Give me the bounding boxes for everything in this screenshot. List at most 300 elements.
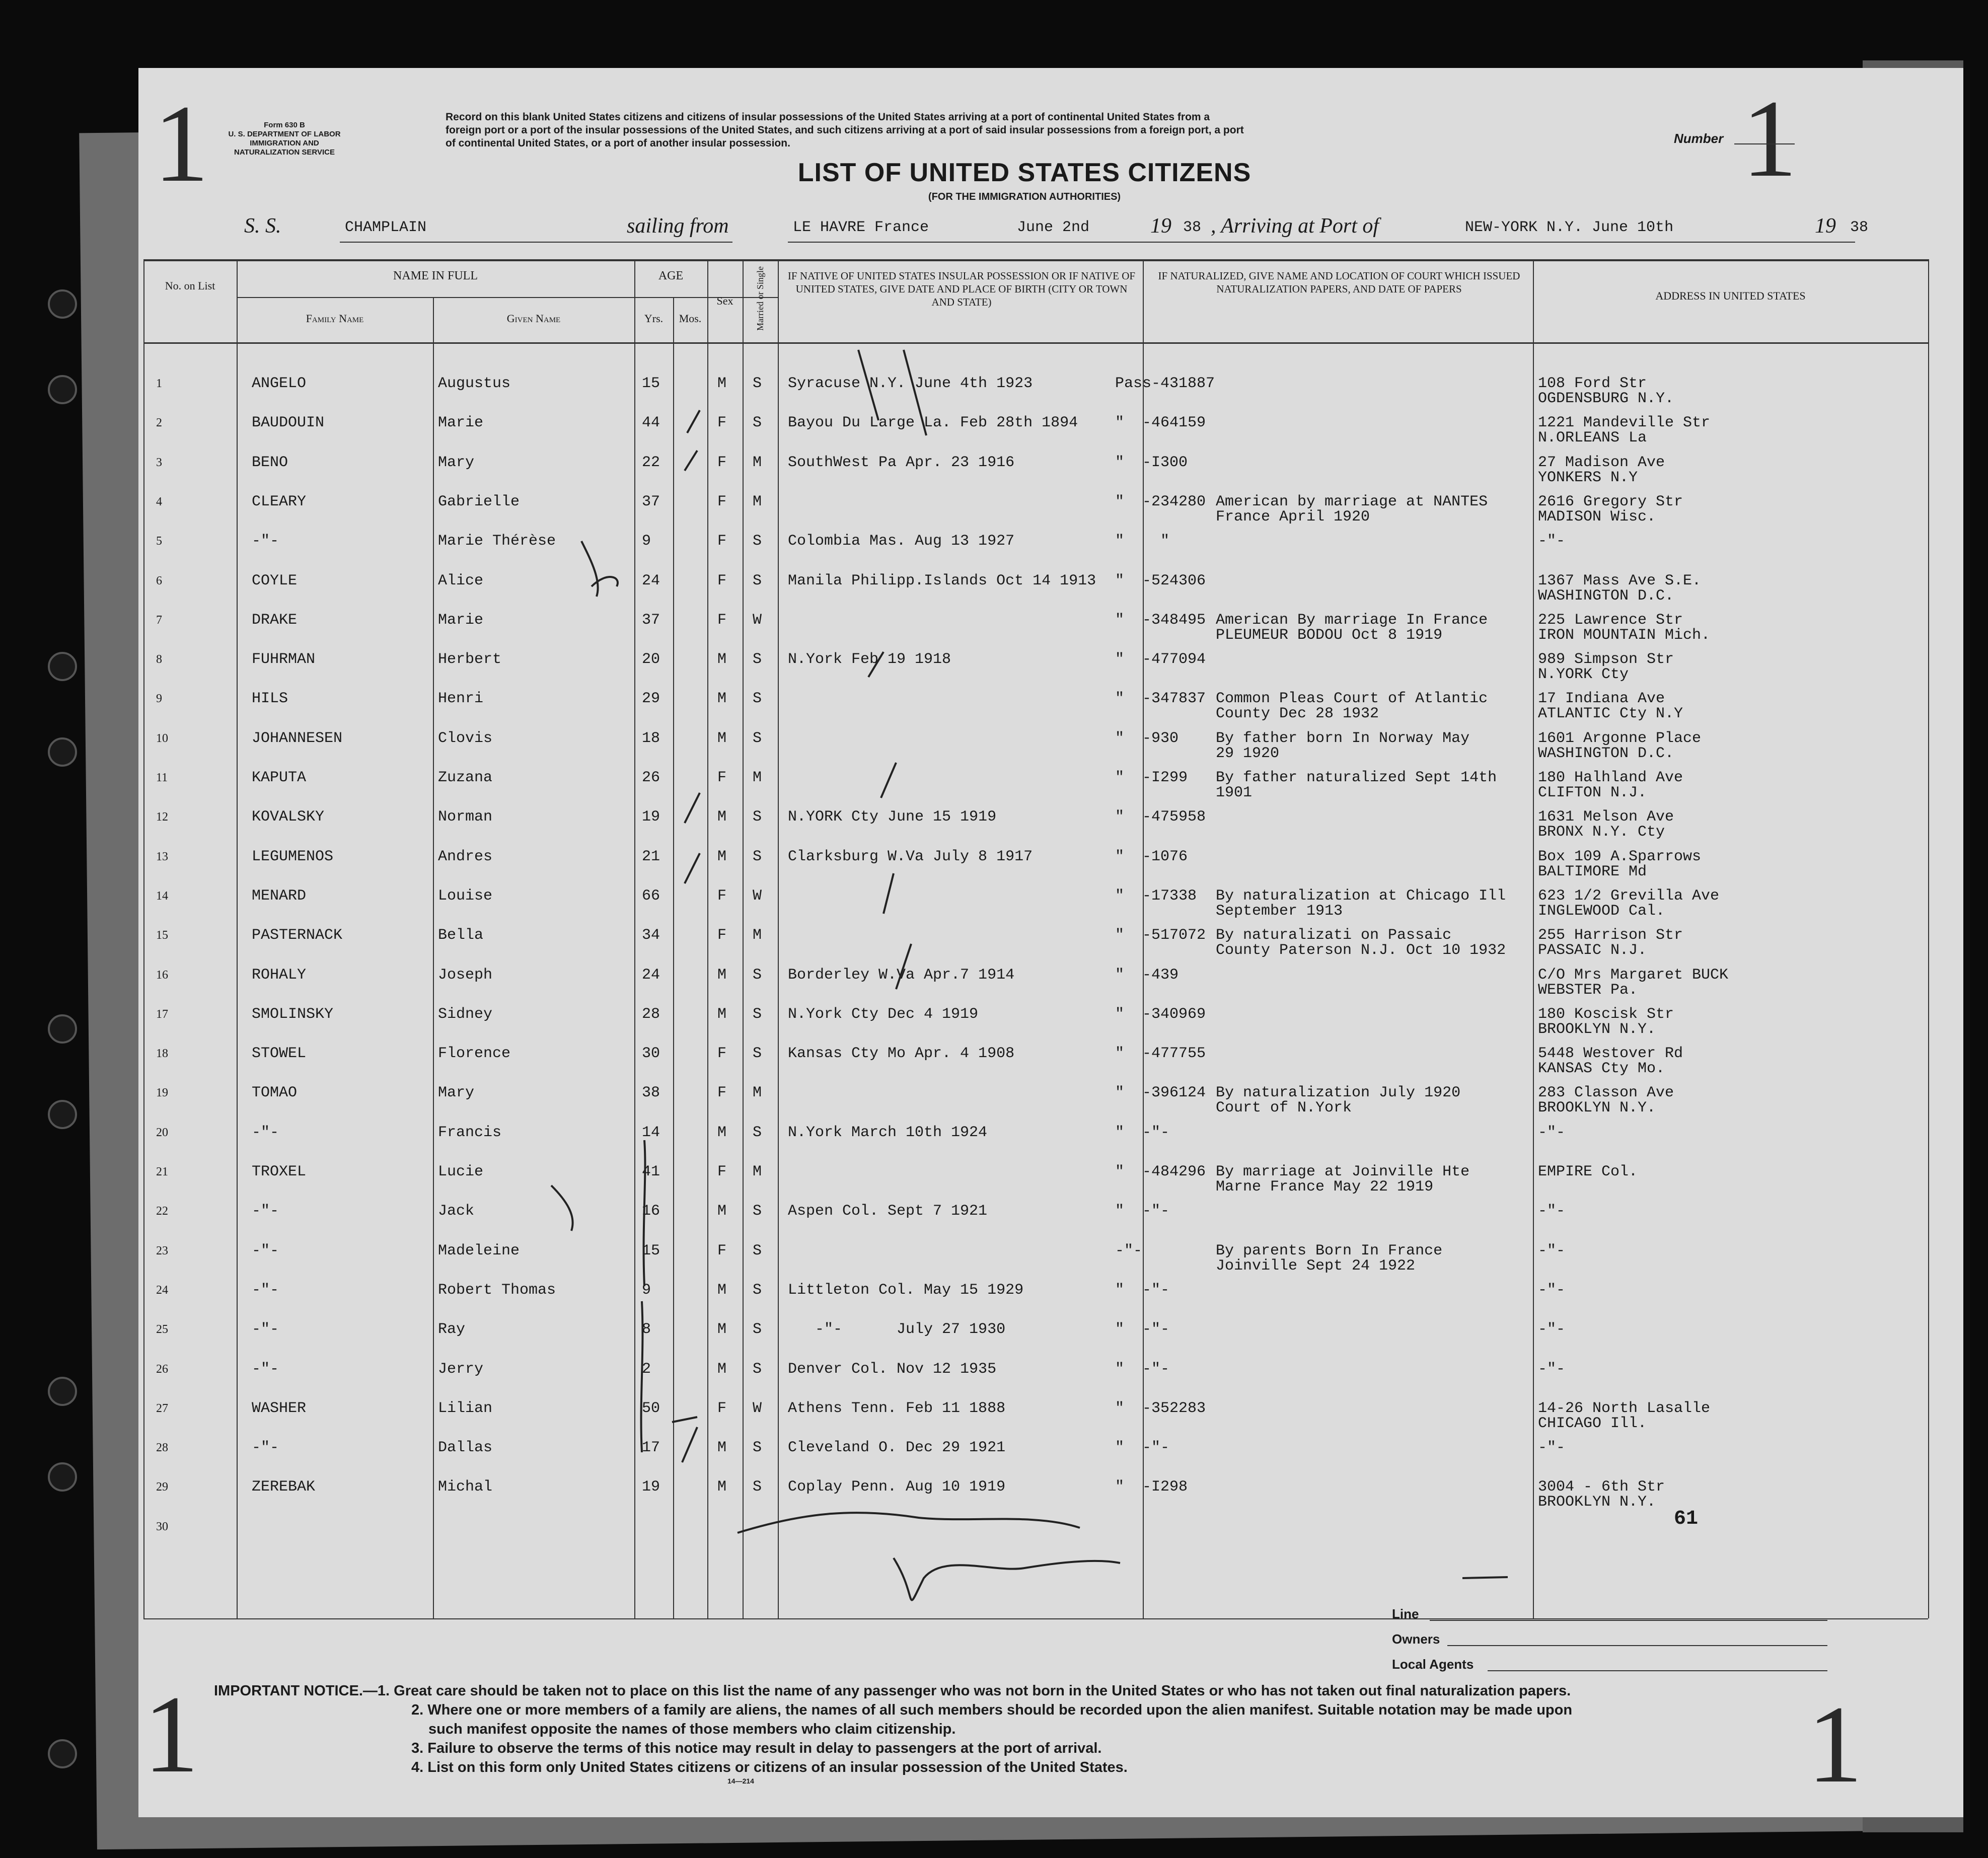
address-line-1: -"- xyxy=(1538,1203,1566,1220)
row-number: 10 xyxy=(156,732,168,745)
departure-port: LE HAVRE France xyxy=(793,219,929,236)
address-line-1: 1367 Mass Ave S.E. xyxy=(1538,572,1702,589)
sex: M xyxy=(717,1478,727,1496)
department: U. S. DEPARTMENT OF LABOR xyxy=(228,130,341,138)
sex: M xyxy=(717,1203,727,1220)
punch-hole xyxy=(48,375,77,404)
family-name: KOVALSKY xyxy=(252,808,325,826)
punch-hole xyxy=(48,737,77,767)
given-name: Jerry xyxy=(438,1361,484,1378)
marital-status: S xyxy=(753,1045,762,1062)
marital-status: S xyxy=(753,651,762,668)
naturalization-line-2: September 1913 xyxy=(1216,903,1343,920)
address-line-2: MADISON Wisc. xyxy=(1538,508,1656,526)
sex: M xyxy=(717,730,727,747)
sex: F xyxy=(717,1242,727,1259)
address-line-1: 989 Simpson Str xyxy=(1538,651,1674,668)
arrival-port: NEW-YORK N.Y. June 10th xyxy=(1465,219,1674,236)
naturalization-line-2: PLEUMEUR BODOU Oct 8 1919 xyxy=(1216,627,1443,644)
page-mark: 1 xyxy=(154,82,209,205)
age-years: 37 xyxy=(642,493,660,510)
row-number: 21 xyxy=(156,1165,168,1178)
row-number: 8 xyxy=(156,653,162,666)
address-line-2: INGLEWOOD Cal. xyxy=(1538,903,1665,920)
passport-number: " -464159 xyxy=(1115,414,1206,431)
sex: F xyxy=(717,572,727,589)
sex: F xyxy=(717,1400,727,1417)
given-name: Zuzana xyxy=(438,769,493,786)
address-line-1: -"- xyxy=(1538,1124,1566,1141)
given-name: Alice xyxy=(438,572,484,589)
marital-status: S xyxy=(753,414,762,431)
address-line-2: N.YORK Cty xyxy=(1538,666,1629,683)
sex: F xyxy=(717,454,727,471)
age-years: 34 xyxy=(642,927,660,944)
family-name: -"- xyxy=(252,1321,279,1338)
birth-place-date: Kansas Cty Mo Apr. 4 1908 xyxy=(788,1045,1015,1062)
naturalization-line-1: By naturalization July 1920 xyxy=(1216,1084,1461,1101)
row-number: 19 xyxy=(156,1086,168,1099)
sex: M xyxy=(717,1321,727,1338)
marital-status: S xyxy=(753,967,762,984)
owners-label: Owners xyxy=(1392,1631,1440,1647)
passport-number: " -477755 xyxy=(1115,1045,1206,1062)
family-name: SMOLINSKY xyxy=(252,1006,334,1023)
instruction-line: of continental United States, or a port of another insular possession. xyxy=(446,137,790,149)
given-name: Bella xyxy=(438,927,484,944)
address-line-2: YONKERS N.Y xyxy=(1538,469,1638,486)
birth-place-date: Syracuse N.Y. June 4th 1923 xyxy=(788,375,1033,392)
service: IMMIGRATION AND NATURALIZATION SERVICE xyxy=(234,139,335,157)
sex: F xyxy=(717,1163,727,1180)
passport-number: " -439 xyxy=(1115,967,1179,984)
sex: M xyxy=(717,1006,727,1023)
given-name: Florence xyxy=(438,1045,511,1062)
family-name: FUHRMAN xyxy=(252,651,316,668)
family-name: JOHANNESEN xyxy=(252,730,343,747)
given-name: Marie xyxy=(438,414,484,431)
marital-status: S xyxy=(753,572,762,589)
address-line-1: 2616 Gregory Str xyxy=(1538,493,1683,510)
sex: F xyxy=(717,1084,727,1101)
sex: F xyxy=(717,1045,727,1062)
age-years: 21 xyxy=(642,848,660,865)
sex: M xyxy=(717,1439,727,1456)
given-name: Marie Thérèse xyxy=(438,533,556,550)
passport-number: -"- xyxy=(1115,1242,1143,1259)
notice-title: IMPORTANT NOTICE.—1. xyxy=(214,1683,390,1699)
marital-status: W xyxy=(753,612,762,629)
naturalization-line-1: By naturalization at Chicago Ill xyxy=(1216,887,1506,905)
sex: F xyxy=(717,927,727,944)
address-line-1: -"- xyxy=(1538,1321,1566,1338)
row-number: 29 xyxy=(156,1480,168,1494)
sex: M xyxy=(717,651,727,668)
age-years: 20 xyxy=(642,651,660,668)
row-number: 30 xyxy=(156,1520,168,1533)
naturalization-line-2: France April 1920 xyxy=(1216,508,1370,526)
sex: M xyxy=(717,1124,727,1141)
instruction-line: Record on this blank United States citizens and citizens of insular possessions of the United States arriving at a port of continental United States from a xyxy=(446,111,1210,123)
given-name: Herbert xyxy=(438,651,502,668)
given-name: Norman xyxy=(438,808,493,826)
passport-number: " -"- xyxy=(1115,1439,1170,1456)
given-name: Andres xyxy=(438,848,493,865)
sex: M xyxy=(717,967,727,984)
address-line-1: 1601 Argonne Place xyxy=(1538,730,1702,747)
col-header-given: Given Name xyxy=(506,312,561,325)
row-number: 25 xyxy=(156,1323,168,1336)
col-header-no: No. on List xyxy=(165,279,215,292)
notice-item: Great care should be taken not to place on this list the name of any passenger who was not born in the United States or who has not taken out final naturalization papers. xyxy=(394,1683,1571,1699)
given-name: Lilian xyxy=(438,1400,493,1417)
punch-hole xyxy=(48,1462,77,1492)
sex: M xyxy=(717,690,727,707)
punch-hole xyxy=(48,289,77,319)
punch-hole xyxy=(48,1739,77,1768)
sex: M xyxy=(717,1282,727,1299)
family-name: -"- xyxy=(252,1124,279,1141)
address-line-1: 1631 Melson Ave xyxy=(1538,808,1674,826)
passport-number: " -396124 xyxy=(1115,1084,1206,1101)
row-number: 11 xyxy=(156,771,168,784)
birth-place-date: Littleton Col. May 15 1929 xyxy=(788,1282,1024,1299)
passport-number: " -484296 xyxy=(1115,1163,1206,1180)
address-line-2: BRONX N.Y. Cty xyxy=(1538,824,1665,841)
address-line-2: ATLANTIC Cty N.Y xyxy=(1538,705,1683,722)
page-title: LIST OF UNITED STATES CITIZENS xyxy=(797,158,1251,187)
family-name: -"- xyxy=(252,1361,279,1378)
passport-number: " -"- xyxy=(1115,1321,1170,1338)
passport-number: " -"- xyxy=(1115,1282,1170,1299)
age-years: 9 xyxy=(642,533,651,550)
address-line-2: N.ORLEANS La xyxy=(1538,429,1647,447)
birth-place-date: Coplay Penn. Aug 10 1919 xyxy=(788,1478,1006,1496)
naturalization-line-2: Marne France May 22 1919 xyxy=(1216,1178,1434,1196)
col-header-yrs: Yrs. xyxy=(644,312,664,325)
address-line-2: CLIFTON N.J. xyxy=(1538,784,1647,801)
address-line-2: IRON MOUNTAIN Mich. xyxy=(1538,627,1711,644)
birth-place-date: -"- July 27 1930 xyxy=(788,1321,1006,1338)
address-line-1: 180 Koscisk Str xyxy=(1538,1006,1674,1023)
address-line-1: 255 Harrison Str xyxy=(1538,927,1683,944)
marital-status: M xyxy=(753,493,762,510)
row-number: 26 xyxy=(156,1363,168,1376)
age-years: 17 xyxy=(642,1439,660,1456)
age-years: 29 xyxy=(642,690,660,707)
birth-place-date: SouthWest Pa Apr. 23 1916 xyxy=(788,454,1015,471)
marital-status: S xyxy=(753,1006,762,1023)
marital-status: S xyxy=(753,1203,762,1220)
age-years: 18 xyxy=(642,730,660,747)
birth-place-date: Cleveland O. Dec 29 1921 xyxy=(788,1439,1006,1456)
family-name: -"- xyxy=(252,1282,279,1299)
row-number: 12 xyxy=(156,810,168,824)
page-number: 61 xyxy=(1674,1508,1699,1530)
punch-hole xyxy=(48,652,77,681)
row-number: 22 xyxy=(156,1205,168,1218)
sex: F xyxy=(717,493,727,510)
age-years: 19 xyxy=(642,808,660,826)
age-years: 9 xyxy=(642,1282,651,1299)
birth-place-date: Manila Philipp.Islands Oct 14 1913 xyxy=(788,572,1096,589)
passport-number: " -340969 xyxy=(1115,1006,1206,1023)
row-number: 24 xyxy=(156,1284,168,1297)
birth-place-date: N.York March 10th 1924 xyxy=(788,1124,988,1141)
notice-item: 4. List on this form only United States citizens or citizens of an insular possession of the United States. xyxy=(411,1759,1128,1775)
page-mark: 1 xyxy=(143,1673,199,1796)
year-prefix: 19 xyxy=(1815,214,1836,238)
naturalization-line-2: 29 1920 xyxy=(1216,745,1280,762)
age-years: 19 xyxy=(642,1478,660,1496)
marital-status: W xyxy=(753,1400,762,1417)
passport-number: " " xyxy=(1115,533,1170,550)
passport-number: " -348495 xyxy=(1115,612,1206,629)
marital-status: S xyxy=(753,848,762,865)
age-years: 15 xyxy=(642,375,660,392)
given-name: Louise xyxy=(438,887,493,905)
marital-status: W xyxy=(753,887,762,905)
given-name: Jack xyxy=(438,1203,475,1220)
birth-place-date: Bayou Du Large La. Feb 28th 1894 xyxy=(788,414,1078,431)
address-line-1: 27 Madison Ave xyxy=(1538,454,1665,471)
row-number: 14 xyxy=(156,889,168,903)
age-years: 50 xyxy=(642,1400,660,1417)
row-number: 28 xyxy=(156,1441,168,1454)
page-mark: 1 xyxy=(1742,77,1797,200)
age-years: 30 xyxy=(642,1045,660,1062)
row-number: 18 xyxy=(156,1047,168,1060)
address-line-1: -"- xyxy=(1538,1242,1566,1259)
address-line-2: OGDENSBURG N.Y. xyxy=(1538,390,1674,407)
arrival-year: 38 xyxy=(1850,219,1869,236)
age-years: 37 xyxy=(642,612,660,629)
family-name: CLEARY xyxy=(252,493,307,510)
col-header-married: Married or Single xyxy=(755,266,765,331)
address-line-1: 283 Classon Ave xyxy=(1538,1084,1674,1101)
given-name: Dallas xyxy=(438,1439,493,1456)
col-header-age: AGE xyxy=(658,269,684,282)
row-number: 4 xyxy=(156,495,162,508)
passport-number: " -I298 xyxy=(1115,1478,1188,1496)
ship-name: CHAMPLAIN xyxy=(345,219,427,236)
row-number: 5 xyxy=(156,535,162,548)
row-number: 17 xyxy=(156,1008,168,1021)
sex: F xyxy=(717,533,727,550)
notice-item: such manifest opposite the names of those members who claim citizenship. xyxy=(428,1721,956,1737)
family-name: COYLE xyxy=(252,572,298,589)
address-line-1: -"- xyxy=(1538,1361,1566,1378)
address-line-1: 180 Halhland Ave xyxy=(1538,769,1683,786)
family-name: -"- xyxy=(252,1439,279,1456)
age-years: 24 xyxy=(642,572,660,589)
family-name: BAUDOUIN xyxy=(252,414,325,431)
address-line-1: C/O Mrs Margaret BUCK xyxy=(1538,967,1729,984)
sailing-label: sailing from xyxy=(627,214,729,238)
family-name: WASHER xyxy=(252,1400,307,1417)
marital-status: M xyxy=(753,1084,762,1101)
family-name: TROXEL xyxy=(252,1163,307,1180)
col-header-birth: IF NATIVE OF UNITED STATES INSULAR POSSESSION OR IF NATIVE OF UNITED STATES, GIVE DATE AND PLACE OF BIRTH (CITY OR TOWN AND STATE) xyxy=(787,270,1136,308)
passport-number: " -477094 xyxy=(1115,651,1206,668)
naturalization-line-1: American By marriage In France xyxy=(1216,612,1488,629)
marital-status: M xyxy=(753,769,762,786)
naturalization-line-2: Joinville Sept 24 1922 xyxy=(1216,1257,1416,1275)
sex: F xyxy=(717,414,727,431)
departure-year: 38 xyxy=(1183,219,1202,236)
age-years: 22 xyxy=(642,454,660,471)
passport-number: " -"- xyxy=(1115,1361,1170,1378)
passport-number: " -17338 xyxy=(1115,887,1197,905)
birth-place-date: Clarksburg W.Va July 8 1917 xyxy=(788,848,1033,865)
age-years: 66 xyxy=(642,887,660,905)
col-header-name: NAME IN FULL xyxy=(393,269,478,282)
row-number: 16 xyxy=(156,969,168,982)
age-years: 16 xyxy=(642,1203,660,1220)
ss-label: S. S. xyxy=(244,214,281,238)
age-years: 8 xyxy=(642,1321,651,1338)
naturalization-line-2: Court of N.York xyxy=(1216,1099,1352,1117)
address-line-2: KANSAS Cty Mo. xyxy=(1538,1060,1665,1077)
given-name: Mary xyxy=(438,454,475,471)
passport-number: " -"- xyxy=(1115,1203,1170,1220)
birth-place-date: N.York Cty Dec 4 1919 xyxy=(788,1006,979,1023)
col-header-address: ADDRESS IN UNITED STATES xyxy=(1655,289,1806,302)
naturalization-line-1: American by marriage at NANTES xyxy=(1216,493,1488,510)
given-name: Augustus xyxy=(438,375,511,392)
marital-status: M xyxy=(753,454,762,471)
punch-hole xyxy=(48,1014,77,1044)
row-number: 2 xyxy=(156,416,162,429)
given-name: Gabrielle xyxy=(438,493,520,510)
punch-hole xyxy=(48,1100,77,1129)
family-name: DRAKE xyxy=(252,612,298,629)
family-name: PASTERNACK xyxy=(252,927,343,944)
address-line-1: 3004 - 6th Str xyxy=(1538,1478,1665,1496)
sex: M xyxy=(717,808,727,826)
given-name: Henri xyxy=(438,690,484,707)
given-name: Joseph xyxy=(438,967,493,984)
row-number: 9 xyxy=(156,692,162,705)
marital-status: S xyxy=(753,1439,762,1456)
marital-status: S xyxy=(753,808,762,826)
handwriting-marks xyxy=(138,68,1963,1729)
address-line-2: BROOKLYN N.Y. xyxy=(1538,1099,1656,1117)
sex: F xyxy=(717,612,727,629)
sex: M xyxy=(717,375,727,392)
row-number: 1 xyxy=(156,377,162,390)
address-line-1: 623 1/2 Grevilla Ave xyxy=(1538,887,1720,905)
marital-status: S xyxy=(753,1361,762,1378)
marital-status: S xyxy=(753,1124,762,1141)
marital-status: S xyxy=(753,730,762,747)
marital-status: S xyxy=(753,1242,762,1259)
address-line-1: 14-26 North Lasalle xyxy=(1538,1400,1711,1417)
line-label: Line xyxy=(1392,1606,1419,1621)
age-years: 44 xyxy=(642,414,660,431)
col-header-sex: Sex xyxy=(716,294,733,307)
instruction-line: foreign port or a port of the insular possessions of the United States, and such citizens arriving at a port of said insular possessions from a foreign port, a port xyxy=(446,124,1244,136)
passport-number: " -234280 xyxy=(1115,493,1206,510)
family-name: BENO xyxy=(252,454,288,471)
sex: F xyxy=(717,887,727,905)
marital-status: M xyxy=(753,1163,762,1180)
page-mark: 1 xyxy=(1807,1683,1863,1806)
passport-number: " -I299 xyxy=(1115,769,1188,786)
given-name: Francis xyxy=(438,1124,502,1141)
birth-place-date: Colombia Mas. Aug 13 1927 xyxy=(788,533,1015,550)
address-line-1: 5448 Westover Rd xyxy=(1538,1045,1683,1062)
address-line-2: PASSAIC N.J. xyxy=(1538,942,1647,959)
given-name: Madeleine xyxy=(438,1242,520,1259)
address-line-2: BROOKLYN N.Y. xyxy=(1538,1021,1656,1038)
address-line-1: -"- xyxy=(1538,1439,1566,1456)
form-number: Form 630 B xyxy=(264,121,305,129)
birth-place-date: Borderley W.Va Apr.7 1914 xyxy=(788,967,1015,984)
birth-place-date: Athens Tenn. Feb 11 1888 xyxy=(788,1400,1006,1417)
family-name: ANGELO xyxy=(252,375,307,392)
family-name: LEGUMENOS xyxy=(252,848,334,865)
address-line-1: 108 Ford Str xyxy=(1538,375,1647,392)
passport-number: " -I300 xyxy=(1115,454,1188,471)
row-number: 3 xyxy=(156,456,162,469)
age-years: 24 xyxy=(642,967,660,984)
sex: M xyxy=(717,848,727,865)
passport-number: " -1076 xyxy=(1115,848,1188,865)
row-number: 15 xyxy=(156,929,168,942)
passport-number: " -517072 xyxy=(1115,927,1206,944)
given-name: Mary xyxy=(438,1084,475,1101)
address-line-2: WEBSTER Pa. xyxy=(1538,982,1638,999)
page-subtitle: (FOR THE IMMIGRATION AUTHORITIES) xyxy=(928,191,1121,202)
row-number: 27 xyxy=(156,1402,168,1415)
family-name: STOWEL xyxy=(252,1045,307,1062)
age-years: 15 xyxy=(642,1242,660,1259)
address-line-1: -"- xyxy=(1538,1282,1566,1299)
notice-item: 3. Failure to observe the terms of this notice may result in delay to passengers at the port of arrival. xyxy=(411,1740,1102,1756)
age-years: 14 xyxy=(642,1124,660,1141)
notice-item: 2. Where one or more members of a family are aliens, the names of all such members should be recorded upon the alien manifest. Suitable notation may be made upon xyxy=(411,1702,1573,1718)
family-name: -"- xyxy=(252,533,279,550)
birth-place-date: Denver Col. Nov 12 1935 xyxy=(788,1361,997,1378)
age-years: 28 xyxy=(642,1006,660,1023)
row-number: 23 xyxy=(156,1244,168,1257)
address-line-2: BROOKLYN N.Y. xyxy=(1538,1494,1656,1511)
address-line-1: -"- xyxy=(1538,533,1566,550)
print-code: 14—214 xyxy=(727,1777,754,1785)
birth-place-date: Aspen Col. Sept 7 1921 xyxy=(788,1203,988,1220)
manifest-sheet xyxy=(138,68,1963,1817)
punch-hole xyxy=(48,1377,77,1406)
naturalization-line-1: Common Pleas Court of Atlantic xyxy=(1216,690,1488,707)
given-name: Robert Thomas xyxy=(438,1282,556,1299)
col-header-mos: Mos. xyxy=(679,312,702,325)
age-years: 26 xyxy=(642,769,660,786)
naturalization-line-2: County Dec 28 1932 xyxy=(1216,705,1379,722)
given-name: Michal xyxy=(438,1478,493,1496)
passport-number: " -524306 xyxy=(1115,572,1206,589)
address-line-1: Box 109 A.Sparrows xyxy=(1538,848,1702,865)
passport-number: " -930 xyxy=(1115,730,1179,747)
address-line-2: BALTIMORE Md xyxy=(1538,863,1647,880)
address-line-2: WASHINGTON D.C. xyxy=(1538,587,1674,605)
marital-status: S xyxy=(753,1321,762,1338)
passport-number: " -"- xyxy=(1115,1124,1170,1141)
address-line-1: EMPIRE Col. xyxy=(1538,1163,1638,1180)
birth-place-date: N.YORK Cty June 15 1919 xyxy=(788,808,997,826)
col-header-naturalized: IF NATURALIZED, GIVE NAME AND LOCATION OF COURT WHICH ISSUED NATURALIZATION PAPERS, AND DATE OF PAPERS xyxy=(1158,270,1520,295)
sex: M xyxy=(717,1361,727,1378)
